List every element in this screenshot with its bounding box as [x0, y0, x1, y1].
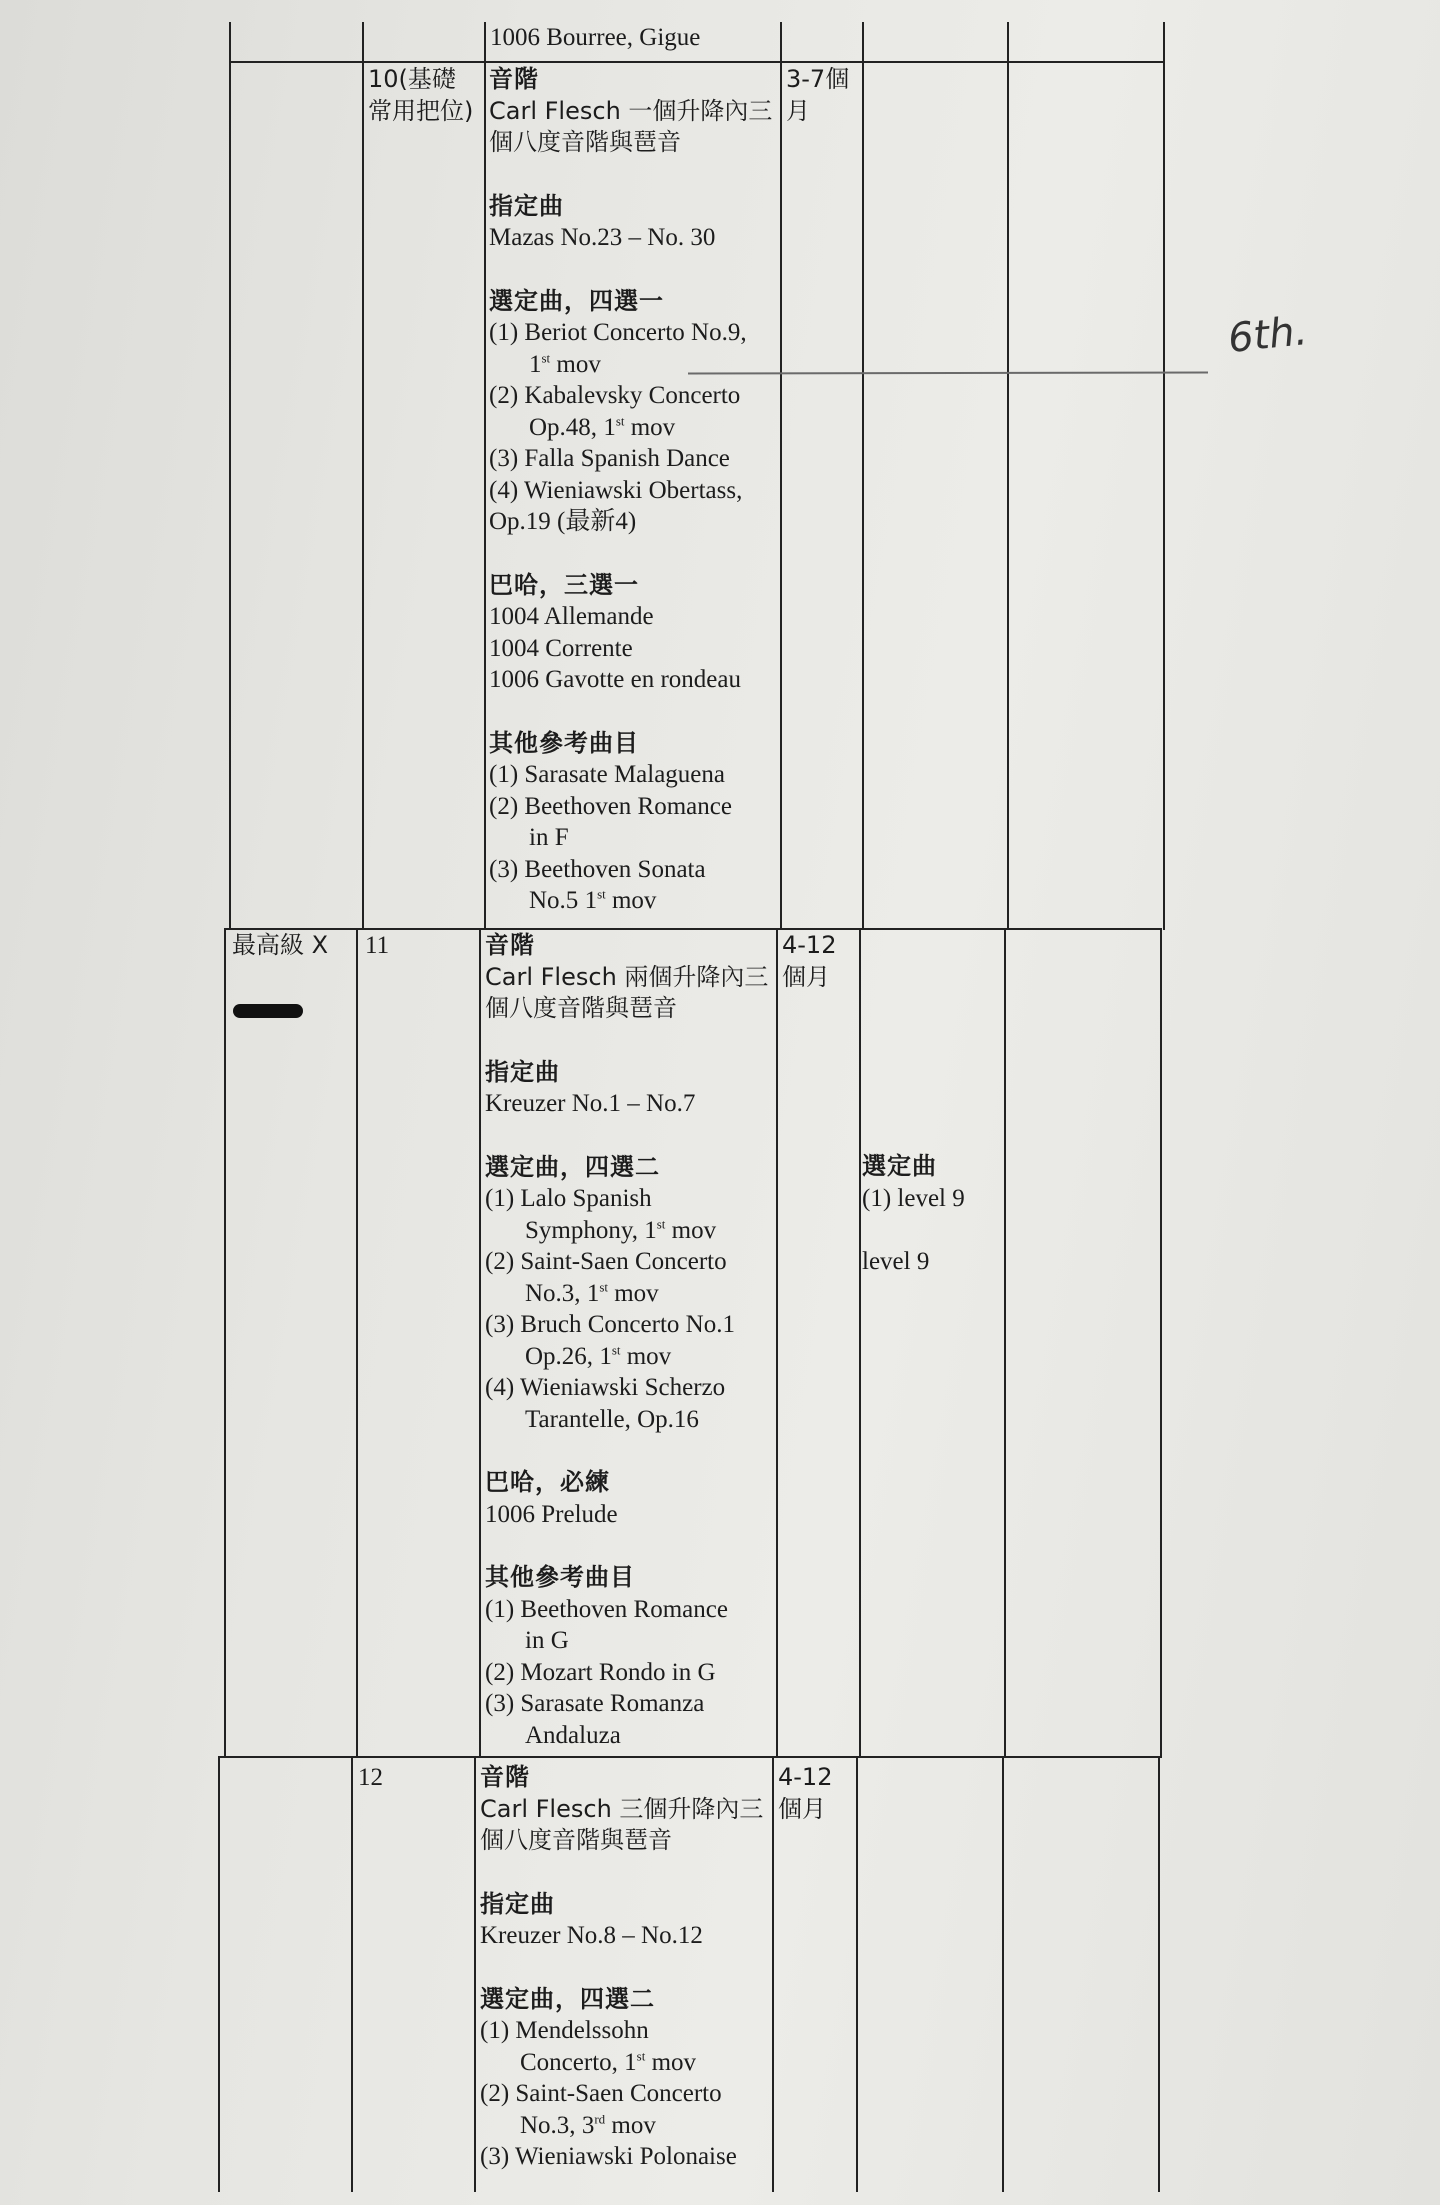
syllabus-cell — [485, 930, 775, 1751]
list-item: (1) Mendelssohn — [480, 2017, 649, 2044]
section-scales — [480, 1762, 770, 1857]
notes-line: level 9 — [862, 1247, 930, 1275]
section-heading: 指定曲 — [489, 191, 564, 220]
notes-cell — [862, 1151, 1002, 1277]
column-divider — [484, 22, 486, 930]
table-border-right — [1163, 22, 1165, 930]
grade-cell — [358, 1762, 383, 1794]
column-divider — [1004, 928, 1006, 1758]
section-bach — [485, 1467, 775, 1530]
list-item: (3) Sarasate Romanza — [485, 1690, 705, 1717]
table-border-right — [1160, 928, 1162, 1758]
section-heading: 選定曲，四選二 — [485, 1152, 660, 1181]
column-divider — [1002, 1756, 1004, 2192]
section-heading: 選定曲，四選一 — [489, 286, 664, 315]
list-item: 1006 Prelude — [485, 1500, 618, 1528]
section-reference — [485, 1562, 775, 1751]
syllabus-cell — [489, 64, 779, 917]
column-divider — [859, 928, 861, 1758]
section-heading: 音階 — [489, 65, 539, 93]
grade-cell — [368, 64, 478, 127]
syllabus-cell — [480, 1762, 770, 2173]
section-heading: 音階 — [480, 1763, 530, 1791]
duration-cell — [782, 930, 856, 993]
section-heading: 巴哈，三選一 — [489, 570, 639, 599]
list-item: in F — [529, 824, 569, 851]
list-item: (1) Beriot Concerto No.9, — [489, 319, 747, 346]
section-heading: 指定曲 — [485, 1057, 560, 1086]
section-text: Carl Flesch 一個升降內三個八度音階與琶音 — [489, 96, 773, 156]
section-selected — [485, 1152, 775, 1436]
column-divider — [356, 928, 358, 1758]
section-selected — [480, 1984, 770, 2173]
grade-label: 11 — [365, 932, 390, 959]
notes-line: (1) level 9 — [862, 1184, 965, 1212]
row-divider — [229, 61, 1165, 63]
list-item: (1) Lalo Spanish — [485, 1185, 652, 1212]
table-border-left — [224, 928, 226, 1758]
list-item: Op.19 (最新4) — [489, 508, 637, 535]
list-item: Andaluza — [525, 1721, 621, 1749]
section-text: Carl Flesch 兩個升降內三個八度音階與琶音 — [485, 962, 769, 1022]
section-heading: 選定曲，四選二 — [480, 1984, 655, 2013]
table-border-left — [218, 1756, 220, 2192]
section-required — [485, 1057, 775, 1120]
list-item: (3) Falla Spanish Dance — [489, 445, 730, 472]
duration-label: 3-7個月 — [786, 65, 850, 125]
list-item: No.5 1st mov — [529, 886, 657, 914]
notes-line — [862, 1214, 1002, 1246]
redaction-mark — [233, 1004, 303, 1018]
list-item: (4) Wieniawski Scherzo — [485, 1374, 726, 1401]
level-label: 最高級 X — [232, 931, 329, 959]
column-divider — [479, 928, 481, 1758]
section-reference — [489, 728, 779, 917]
list-item: (1) Sarasate Malaguena — [489, 761, 725, 788]
grade-cell — [365, 930, 389, 962]
section-bach — [489, 570, 779, 696]
list-item: 1004 Allemande — [489, 603, 654, 630]
handwritten-note: 6th. — [1225, 307, 1310, 363]
section-heading: 其他參考曲目 — [489, 728, 639, 757]
list-item: in G — [525, 1627, 569, 1654]
duration-label: 4-12個月 — [782, 931, 837, 991]
list-item: 1006 Gavotte en rondeau — [489, 666, 742, 693]
pencil-annotation-line — [688, 372, 1208, 375]
column-divider — [1007, 22, 1009, 930]
column-divider — [351, 1756, 353, 2192]
list-item: Concerto, 1st mov — [520, 2048, 697, 2076]
list-item: (2) Beethoven Romance — [489, 792, 732, 820]
notes-heading: 選定曲 — [862, 1152, 937, 1180]
column-divider — [776, 928, 778, 1758]
list-item: (1) Beethoven Romance — [485, 1595, 728, 1623]
list-item: 1st mov — [529, 350, 601, 378]
list-item: Tarantelle, Op.16 — [525, 1405, 699, 1433]
table-border-right — [1158, 1756, 1160, 2192]
column-divider — [474, 1756, 476, 2192]
row-divider — [220, 1756, 1160, 1758]
section-text: Mazas No.23 – No. 30 — [489, 224, 716, 251]
duration-cell — [786, 64, 858, 127]
list-item: (2) Saint-Saen Concerto — [485, 1248, 727, 1275]
table-border-left — [229, 22, 231, 930]
section-scales — [489, 64, 779, 159]
section-scales — [485, 930, 775, 1025]
list-item: Op.26, 1st mov — [525, 1342, 672, 1370]
column-divider — [856, 1756, 858, 2192]
list-item: Symphony, 1st mov — [525, 1216, 717, 1244]
list-item: (2) Saint-Saen Concerto — [480, 2080, 722, 2107]
section-heading: 指定曲 — [480, 1889, 555, 1918]
column-divider — [772, 1756, 774, 2192]
section-selected — [489, 286, 779, 538]
list-item: (4) Wieniawski Obertass, — [489, 476, 743, 504]
duration-cell — [778, 1762, 854, 1825]
list-item: (3) Wieniawski Polonaise — [480, 2143, 737, 2170]
list-item: Op.48, 1st mov — [529, 413, 676, 441]
grade-label: 12 — [358, 1764, 383, 1791]
section-text: Carl Flesch 三個升降內三個八度音階與琶音 — [480, 1794, 764, 1854]
list-item: (2) Mozart Rondo in G — [485, 1658, 716, 1686]
list-item: (3) Bruch Concerto No.1 — [485, 1311, 735, 1338]
duration-label: 4-12個月 — [778, 1763, 833, 1823]
section-required — [489, 191, 779, 254]
section-text: Kreuzer No.1 – No.7 — [485, 1090, 696, 1117]
top-row-pieces: 1006 Bourree, Gigue — [490, 24, 701, 51]
list-item: 1004 Corrente — [489, 634, 633, 662]
section-text: Kreuzer No.8 – No.12 — [480, 1922, 703, 1949]
grade-label: 10(基礎常用把位) — [368, 65, 474, 125]
column-divider — [862, 22, 864, 930]
column-divider — [362, 22, 364, 930]
list-item: No.3, 1st mov — [525, 1279, 659, 1307]
column-divider — [780, 22, 782, 930]
section-heading: 其他參考曲目 — [485, 1563, 635, 1591]
section-required — [480, 1889, 770, 1952]
list-item: No.3, 3rd mov — [520, 2111, 656, 2139]
section-heading: 巴哈，必練 — [485, 1468, 610, 1496]
list-item: (2) Kabalevsky Concerto — [489, 382, 741, 409]
list-item: (3) Beethoven Sonata — [489, 855, 706, 883]
level-cell — [232, 930, 342, 962]
section-heading: 音階 — [485, 931, 535, 959]
